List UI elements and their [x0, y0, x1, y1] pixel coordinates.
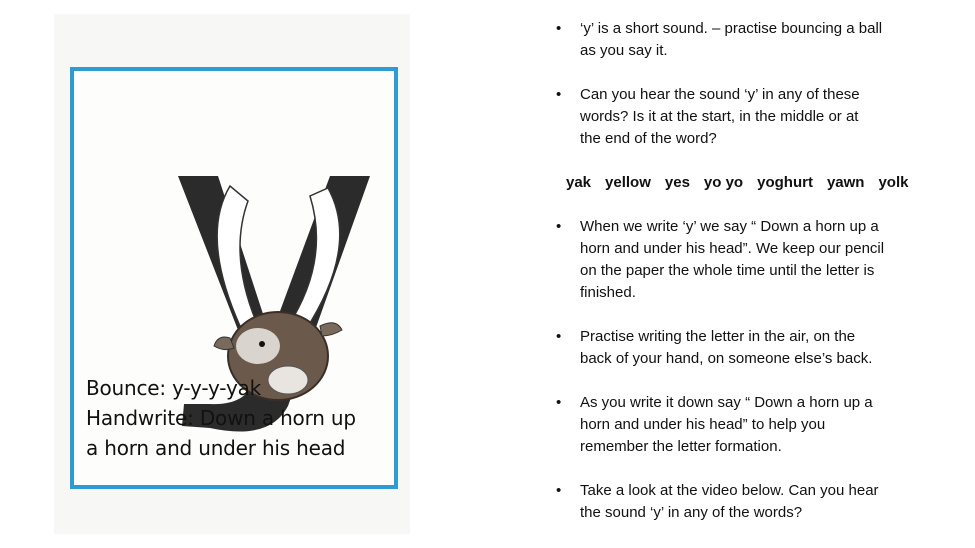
instruction-bullet: • Take a look at the video below. Can you hear the sound ‘y’ in any of the words? — [556, 482, 879, 521]
handwrite-line: Handwrite: Down a horn up — [86, 406, 356, 430]
card-caption — [86, 373, 386, 463]
bullet-icon: • — [556, 482, 562, 499]
bounce-line: Bounce: y-y-y-yak — [86, 376, 262, 400]
example-word: yo yo — [703, 174, 744, 191]
example-word: yolk — [878, 174, 909, 191]
example-word: yes — [664, 174, 690, 191]
instruction-bullet: • As you write it down say “ Down a horn up a horn and under his head” to help you remember the letter formation. — [556, 394, 873, 455]
instruction-bullet: • When we write ‘y’ we say “ Down a horn up a horn and under his head”. We keep our pencil on the paper the whole time until the letter is finished. — [556, 218, 885, 301]
bullet-icon: • — [556, 20, 562, 37]
instructions-panel — [556, 18, 956, 524]
example-word: yellow — [605, 174, 651, 191]
bullet-icon: • — [556, 328, 562, 345]
example-word: yawn — [826, 174, 865, 191]
example-word: yoghurt — [757, 174, 813, 191]
instruction-bullet: • Can you hear the sound ‘y’ in any of these words? Is it at the start, in the middle or at the end of the word? — [556, 86, 860, 147]
bullet-icon: • — [556, 86, 562, 103]
bullet-icon: • — [556, 394, 562, 411]
handwrite-line: a horn and under his head — [86, 436, 346, 460]
example-word: yak — [566, 174, 592, 191]
example-words — [556, 172, 956, 194]
instruction-bullet: • ‘y’ is a short sound. – practise bouncing a ball as you say it. — [556, 20, 883, 59]
bullet-icon: • — [556, 218, 562, 235]
letter-card — [70, 67, 398, 489]
instruction-bullet: • Practise writing the letter in the air, on the back of your hand, on someone else’s back. — [556, 328, 873, 367]
